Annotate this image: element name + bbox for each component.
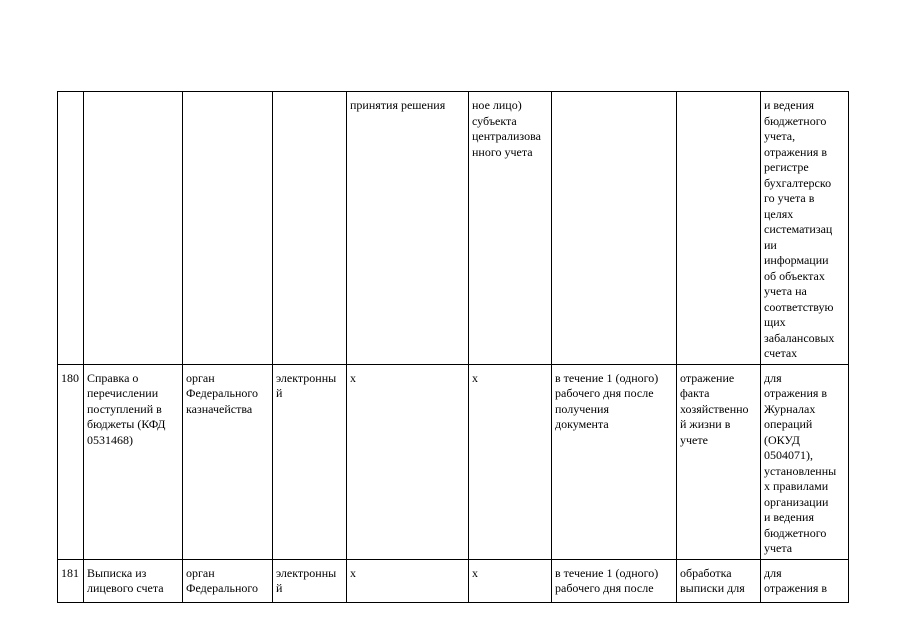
- purpose-cell: [761, 364, 849, 559]
- issuer-cell: [183, 559, 273, 602]
- action-text: отражение факта хозяйственно й жизни в учете: [680, 370, 749, 447]
- register-table: [57, 91, 849, 603]
- issuer: орган Федерального: [186, 565, 259, 595]
- issuer-cell: [183, 92, 273, 365]
- action-text: обработка выписки для: [680, 565, 745, 595]
- col6-cell: [469, 364, 552, 559]
- col5-cell: [347, 364, 469, 559]
- format-cell: [273, 559, 347, 602]
- col5-text: х: [350, 565, 356, 580]
- document-name-cell: [84, 364, 183, 559]
- col6-cell: [469, 559, 552, 602]
- action-cell: [677, 92, 761, 365]
- col6-text: х: [472, 370, 478, 385]
- col5-text: принятия решения: [350, 98, 446, 112]
- document-name: Выписка из лицевого счета: [87, 565, 164, 595]
- purpose-text: для отражения в: [764, 565, 828, 595]
- deadline-cell: [552, 92, 677, 365]
- table-row: [58, 92, 849, 365]
- action-cell: [677, 364, 761, 559]
- row-number-cell: [58, 92, 84, 365]
- col5-text: х: [350, 370, 356, 385]
- action-cell: [677, 559, 761, 602]
- table-row: [58, 364, 849, 559]
- document-format: электронны й: [276, 565, 337, 595]
- deadline-text: в течение 1 (одного) рабочего дня после получения документа: [555, 370, 659, 431]
- format-cell: [273, 92, 347, 365]
- deadline-cell: [552, 364, 677, 559]
- format-cell: [273, 364, 347, 559]
- col6-text: ное лицо) субъекта централизова нного учета: [472, 98, 541, 159]
- document-name-cell: [84, 559, 183, 602]
- document-format: электронны й: [276, 370, 337, 400]
- purpose-cell: [761, 92, 849, 365]
- document-name: Справка о перечислении поступлений в бюджеты (КФД 0531468): [87, 370, 166, 447]
- issuer: орган Федерального казначейства: [186, 370, 259, 416]
- purpose-cell: [761, 559, 849, 602]
- table-row: [58, 559, 849, 602]
- col6-text: х: [472, 565, 478, 580]
- issuer-cell: [183, 364, 273, 559]
- purpose-text: и ведения бюджетного учета, отражения в регистре бухгалтерско го учета в целях систематизац ии информации об объектах учета на соответствую щих забалансовых счетах: [764, 98, 835, 360]
- col6-cell: [469, 92, 552, 365]
- row-number-cell: [58, 559, 84, 602]
- purpose-text: для отражения в Журналах операций (ОКУД 0504071), установленны х правилами организации и ведения бюджетного учета: [764, 370, 837, 555]
- row-number: 181: [61, 565, 79, 580]
- col5-cell: [347, 92, 469, 365]
- col5-cell: [347, 559, 469, 602]
- deadline-text: в течение 1 (одного) рабочего дня после: [555, 565, 659, 595]
- row-number-cell: [58, 364, 84, 559]
- document-name-cell: [84, 92, 183, 365]
- deadline-cell: [552, 559, 677, 602]
- row-number: 180: [61, 370, 79, 385]
